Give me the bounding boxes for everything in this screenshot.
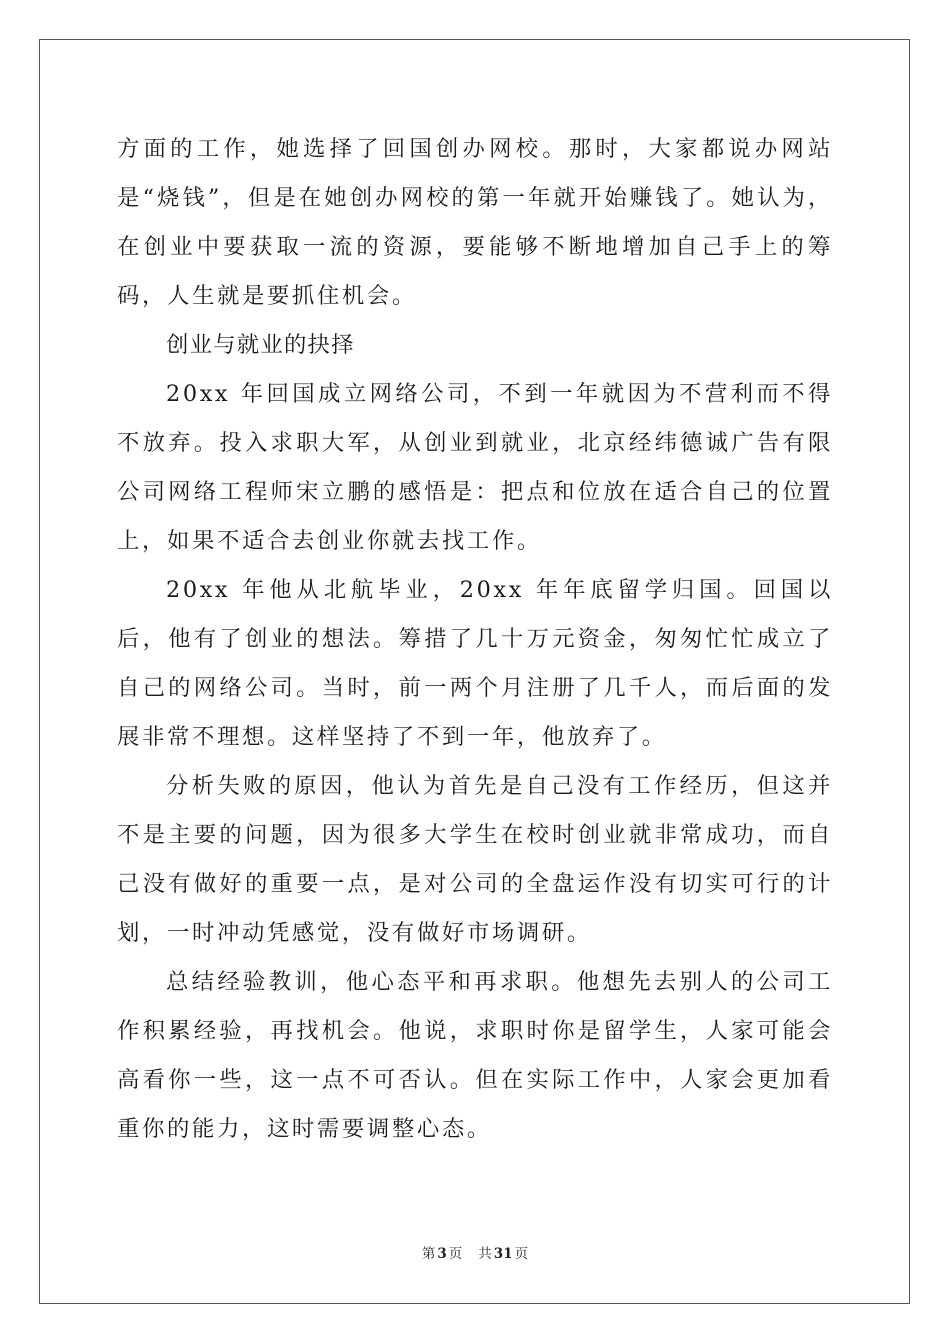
page-prefix: 第 <box>421 1246 436 1262</box>
paragraph: 总结经验教训，他心态平和再求职。他想先去别人的公司工作积累经验，再找机会。他说，求职时你是留学生，人家可能会高看你一些，这一点不可否认。但在实际工作中，人家会更加看重你的能力，这时需要调整心态。 <box>117 969 833 1142</box>
document-body <box>117 125 833 1154</box>
page-suffix: 页 <box>448 1246 463 1262</box>
paragraph-continuation: 方面的工作，她选择了回国创办网校。那时，大家都说办网站是“烧钱”，但是在她创办网校的第一年就开始赚钱了。她认为，在创业中要获取一流的资源，要能够不断地增加自己手上的筹码，人生就是要抓住机会。 <box>117 136 833 309</box>
page-number: 3 <box>437 1246 447 1262</box>
paragraph: 20xx 年回国成立网络公司，不到一年就因为不营利而不得不放弃。投入求职大军，从创业到就业，北京经纬德诚广告有限公司网络工程师宋立鹏的感悟是：把点和位放在适合自己的位置上，如果不适合去创业你就去找工作。 <box>117 381 833 554</box>
paragraph: 20xx 年他从北航毕业，20xx 年年底留学归国。回国以后，他有了创业的想法。筹措了几十万元资金，匆匆忙忙成立了自己的网络公司。当时，前一两个月注册了几千人，而后面的发展非常不理想。这样坚持了不到一年，他放弃了。 <box>117 577 833 750</box>
total-pages: 31 <box>493 1246 513 1262</box>
total-suffix: 页 <box>514 1246 529 1262</box>
page-footer <box>0 1244 950 1264</box>
total-prefix: 共 <box>478 1246 492 1262</box>
paragraph: 分析失败的原因，他认为首先是自己没有工作经历，但这并不是主要的问题，因为很多大学生在校时创业就非常成功，而自己没有做好的重要一点，是对公司的全盘运作没有切实可行的计划，一时冲动凭感觉，没有做好市场调研。 <box>117 773 833 946</box>
section-heading: 创业与就业的抉择 <box>166 332 355 358</box>
